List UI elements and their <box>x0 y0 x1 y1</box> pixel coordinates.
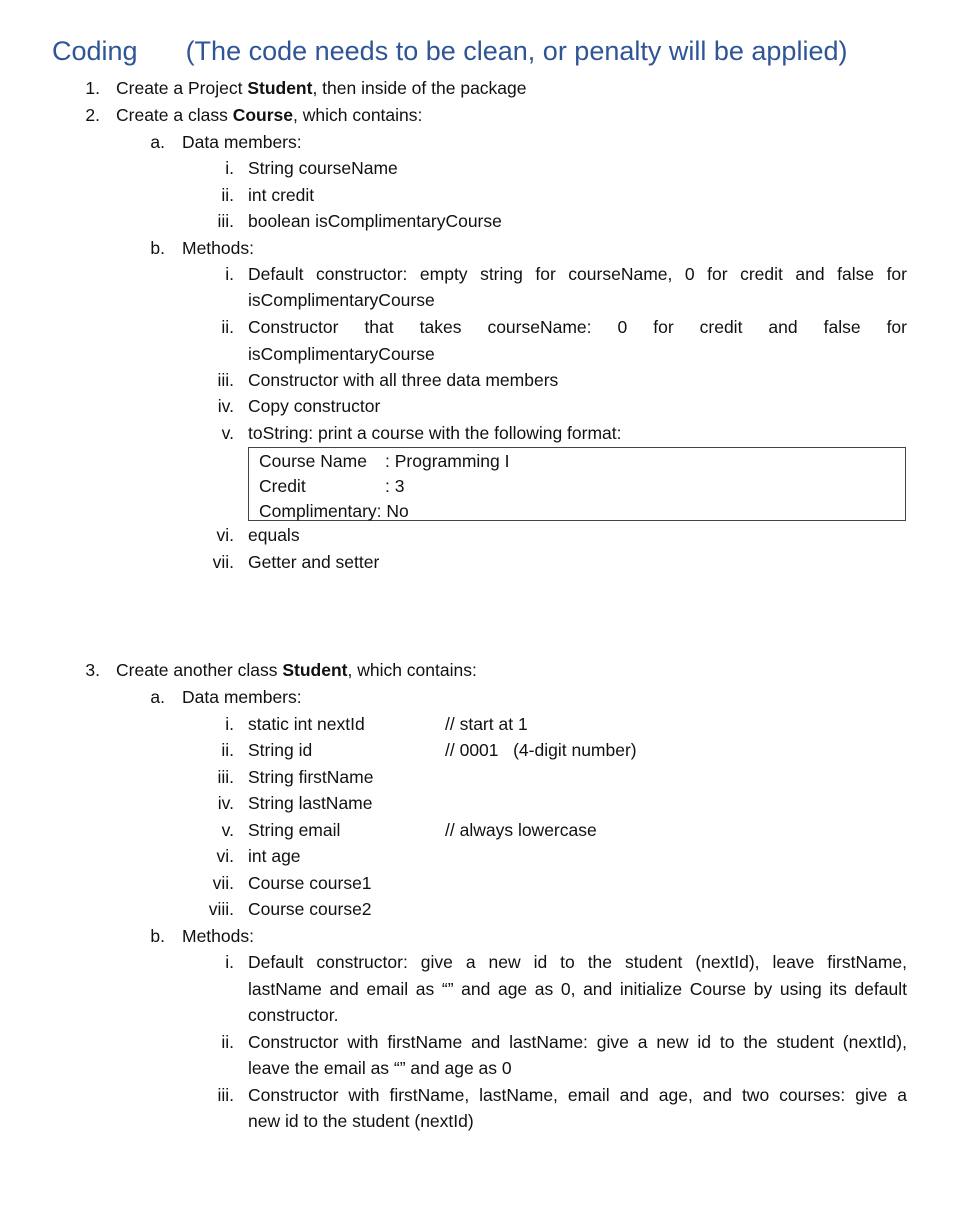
list-marker: i. <box>225 952 234 972</box>
method-item-line: constructor. <box>248 1005 339 1025</box>
format-row-name <box>259 449 510 473</box>
method-item: equals <box>248 525 300 545</box>
list-marker: a. <box>150 132 165 152</box>
member-item: Course course1 <box>248 873 372 893</box>
list-marker: v. <box>221 820 234 840</box>
format-label: Course Name <box>259 451 367 471</box>
list-item-3 <box>116 658 477 682</box>
item-text: Create a class <box>116 105 233 125</box>
list-marker: vii. <box>212 552 234 572</box>
list-marker: iii. <box>217 370 234 390</box>
list-marker: vi. <box>216 525 234 545</box>
member-item: static int nextId <box>248 714 365 734</box>
member-item: String id <box>248 740 313 760</box>
item-bold: Student <box>282 660 348 680</box>
list-marker: ii. <box>221 1032 234 1052</box>
item-bold: Course <box>232 105 294 125</box>
format-value: : Programming I <box>385 451 510 471</box>
list-marker: v. <box>221 423 234 443</box>
list-marker: ii. <box>221 740 234 760</box>
item-text: Create another class <box>116 660 283 680</box>
list-marker: i. <box>225 264 234 284</box>
method-item-line: lastName and email as “” and age as 0, and initialize Course by using its default <box>248 979 907 999</box>
member-item: String lastName <box>248 793 373 813</box>
format-example-box <box>248 447 906 521</box>
item-text: , then inside of the package <box>312 78 527 98</box>
list-marker: iv. <box>217 396 234 416</box>
method-item-line: Constructor that takes courseName: 0 for credit and false for <box>248 317 907 337</box>
list-marker: i. <box>225 158 234 178</box>
member-item: String firstName <box>248 767 374 787</box>
item-text: , which contains: <box>293 105 423 125</box>
subheading-methods: Methods: <box>182 238 254 258</box>
member-comment: // always lowercase <box>445 820 597 840</box>
format-label: Credit <box>259 476 306 496</box>
list-marker: iii. <box>217 767 234 787</box>
format-row-credit <box>259 474 405 498</box>
heading-note: (The code needs to be clean, or penalty will be applied) <box>185 36 848 66</box>
method-item-line: isComplimentaryCourse <box>248 290 435 310</box>
member-comment: // 0001 (4-digit number) <box>445 740 637 760</box>
method-item-line: new id to the student (nextId) <box>248 1111 474 1131</box>
method-item-line: Default constructor: empty string for courseName, 0 for credit and false for <box>248 264 907 284</box>
method-item: Copy constructor <box>248 396 381 416</box>
list-marker: viii. <box>208 899 234 919</box>
list-marker: vii. <box>212 873 234 893</box>
list-marker: b. <box>150 238 165 258</box>
method-item-line: leave the email as “” and age as 0 <box>248 1058 512 1078</box>
member-item: boolean isComplimentaryCourse <box>248 211 502 231</box>
list-marker: iii. <box>217 1085 234 1105</box>
list-marker: b. <box>150 926 165 946</box>
list-item-1 <box>116 76 527 100</box>
list-marker: iii. <box>217 211 234 231</box>
list-marker: 3. <box>85 660 100 680</box>
list-marker: ii. <box>221 317 234 337</box>
list-marker: 2. <box>85 105 100 125</box>
subheading-data-members: Data members: <box>182 132 302 152</box>
heading-title: Coding <box>52 36 138 66</box>
subheading-data-members: Data members: <box>182 687 302 707</box>
member-item: int credit <box>248 185 315 205</box>
list-marker: iv. <box>217 793 234 813</box>
method-item: toString: print a course with the following format: <box>248 423 622 443</box>
section-heading <box>52 36 847 67</box>
subheading-methods: Methods: <box>182 926 254 946</box>
item-text: Create a Project <box>116 78 248 98</box>
format-row-complimentary: Complimentary: No <box>259 501 409 521</box>
member-item: int age <box>248 846 301 866</box>
list-marker: 1. <box>85 78 100 98</box>
item-bold: Student <box>247 78 313 98</box>
method-item-line: Constructor with firstName, lastName, email and age, and two courses: give a <box>248 1085 907 1105</box>
member-item: String courseName <box>248 158 398 178</box>
member-comment: // start at 1 <box>445 714 528 734</box>
member-item: Course course2 <box>248 899 372 919</box>
method-item: Constructor with all three data members <box>248 370 559 390</box>
method-item: Getter and setter <box>248 552 380 572</box>
list-marker: vi. <box>216 846 234 866</box>
method-item-line: Constructor with firstName and lastName: give a new id to the student (nextId), <box>248 1032 907 1052</box>
list-item-2 <box>116 103 422 127</box>
member-item: String email <box>248 820 341 840</box>
list-marker: ii. <box>221 185 234 205</box>
list-marker: i. <box>225 714 234 734</box>
list-marker: a. <box>150 687 165 707</box>
format-value: : 3 <box>385 476 405 496</box>
item-text: , which contains: <box>347 660 477 680</box>
method-item-line: isComplimentaryCourse <box>248 344 435 364</box>
method-item-line: Default constructor: give a new id to the student (nextId), leave firstName, <box>248 952 907 972</box>
